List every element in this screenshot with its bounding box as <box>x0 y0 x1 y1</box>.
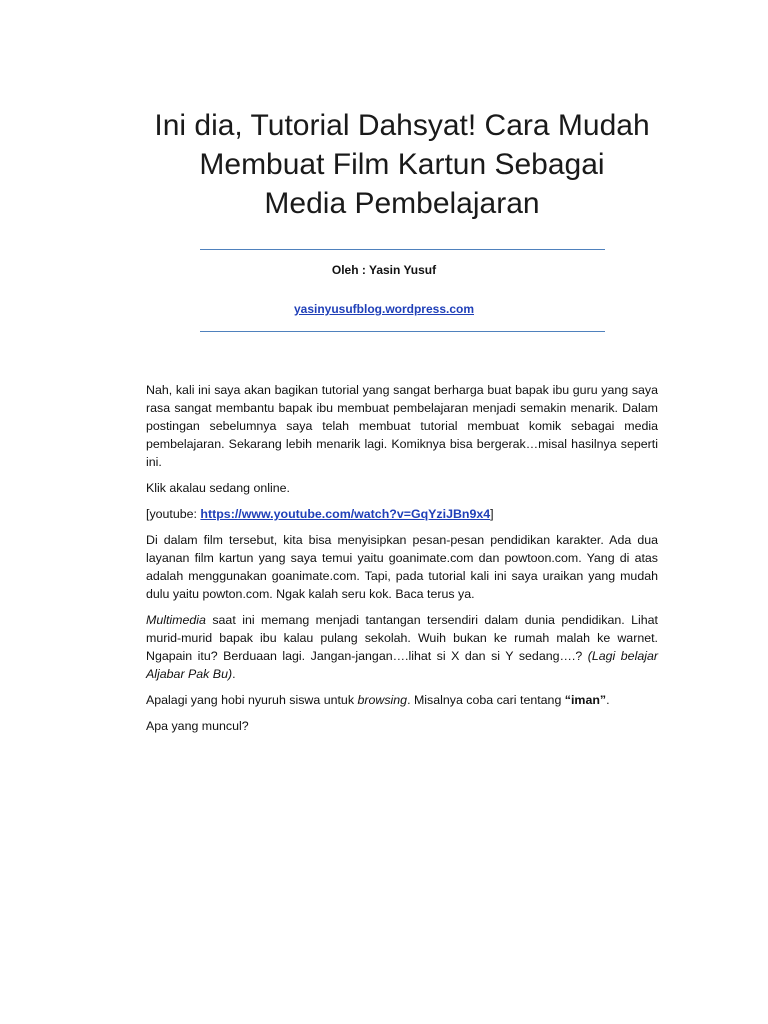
site-link[interactable]: yasinyusufblog.wordpress.com <box>293 302 475 316</box>
paragraph-intro: Nah, kali ini saya akan bagikan tutorial yang sangat berharga buat bapak ibu guru yang saya rasa sangat membantu bapak ibu membuat pembelajaran menjadi semakin menarik. Dalam postingan sebelumnya saya telah membuat tutorial membuat komik sebagai media pembelajaran. Sekarang lebih menarik lagi. Komiknya bisa bergerak…misal hasilnya seperti ini. <box>146 383 658 469</box>
youtube-prefix: [youtube: <box>146 507 201 521</box>
browsing-start: Apalagi yang hobi nyuruh siswa untuk <box>146 693 358 707</box>
top-divider <box>200 249 605 250</box>
multimedia-text: saat ini memang menjadi tantangan tersendiri dalam dunia pendidikan. Lihat murid-murid bapak ibu kalau pulang sekolah. Wuih bukan ke rumah malah ke warnet. Ngapain itu? Berduaan lagi. Jangan-jangan….lihat si X dan si Y sedang….? <box>146 613 658 663</box>
paragraph-browsing <box>146 691 658 709</box>
article-body <box>146 381 658 743</box>
title-line-1: Ini dia, Tutorial Dahsyat! Cara Mudah <box>154 109 650 142</box>
page-title <box>100 106 704 223</box>
multimedia-term: Multimedia <box>146 613 206 627</box>
paragraph-youtube <box>146 505 658 523</box>
paragraph-film: Di dalam film tersebut, kita bisa menyisipkan pesan-pesan pendidikan karakter. Ada dua layanan film kartun yang saya temui yaitu goanimate.com dan powtoon.com. Yang di atas adalah menggunakan goanimate.com. Tapi, pada tutorial kali ini saya uraikan yang mudah dulu yaitu powton.com. Ngak kalah seru kok. Baca terus ya. <box>146 533 658 601</box>
browsing-mid: . Misalnya coba cari tentang <box>407 693 565 707</box>
iman-term: “iman” <box>564 693 607 707</box>
title-line-2: Membuat Film Kartun Sebagai <box>199 148 605 181</box>
browsing-end: . <box>606 693 610 707</box>
paragraph-multimedia <box>146 611 658 683</box>
multimedia-end: . <box>232 667 236 681</box>
author-byline: Oleh : Yasin Yusuf <box>331 263 437 277</box>
bottom-divider <box>200 331 605 332</box>
paragraph-online: Klik akalau sedang online. <box>146 481 290 495</box>
youtube-suffix: ] <box>490 507 494 521</box>
multimedia-aside: (Lagi belajar Aljabar Pak Bu) <box>146 649 658 681</box>
paragraph-question: Apa yang muncul? <box>146 719 249 733</box>
site-line <box>0 302 768 316</box>
title-line-3: Media Pembelajaran <box>264 187 540 220</box>
youtube-link[interactable]: https://www.youtube.com/watch?v=GqYziJBn9x4 <box>200 507 491 521</box>
browsing-term: browsing <box>357 693 408 707</box>
